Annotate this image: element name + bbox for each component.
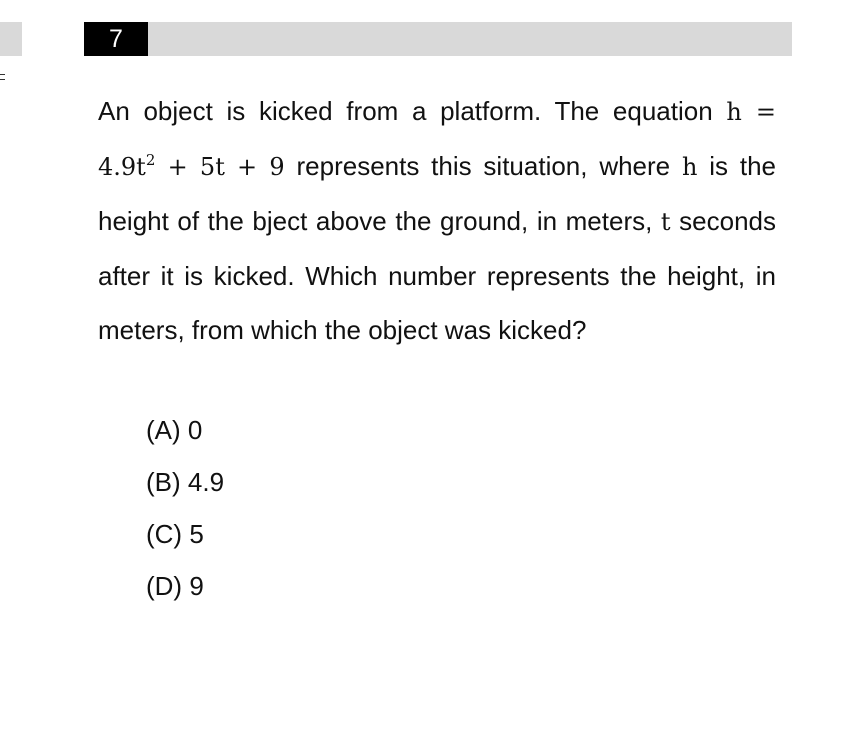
choice-c[interactable]: (C) 5 <box>146 519 204 549</box>
equation-exponent: 2 <box>145 151 156 169</box>
margin-mark <box>0 74 5 80</box>
variable-t: t <box>660 208 671 236</box>
equation-term-coefficient: 4.9t <box>98 153 146 181</box>
equation-h: h <box>726 98 742 126</box>
choice-d[interactable]: (D) 9 <box>146 571 204 601</box>
stem-line-4: seconds after it is kicked. Which number represents the height, in meters, from which the object was kicked? <box>98 206 776 345</box>
choice-a[interactable]: (A) 0 <box>146 415 203 445</box>
stem-line-2-tail: represents this situation, where <box>284 151 671 181</box>
stem-line-3: is the height of the bject above the ground, in meters, <box>98 151 776 236</box>
variable-h: h <box>681 153 698 181</box>
equation-equals: = <box>741 98 776 126</box>
stem-line-1: An object is kicked from a platform. The equation <box>98 96 713 126</box>
choice-b[interactable]: (B) 4.9 <box>146 467 225 497</box>
question-number: 7 <box>84 22 148 56</box>
question-stem <box>98 84 776 357</box>
previous-question-header-edge <box>0 22 22 56</box>
question-header-bar <box>84 22 792 56</box>
answer-choices <box>146 404 224 612</box>
equation-remaining-terms: + 5t + 9 <box>155 153 285 181</box>
